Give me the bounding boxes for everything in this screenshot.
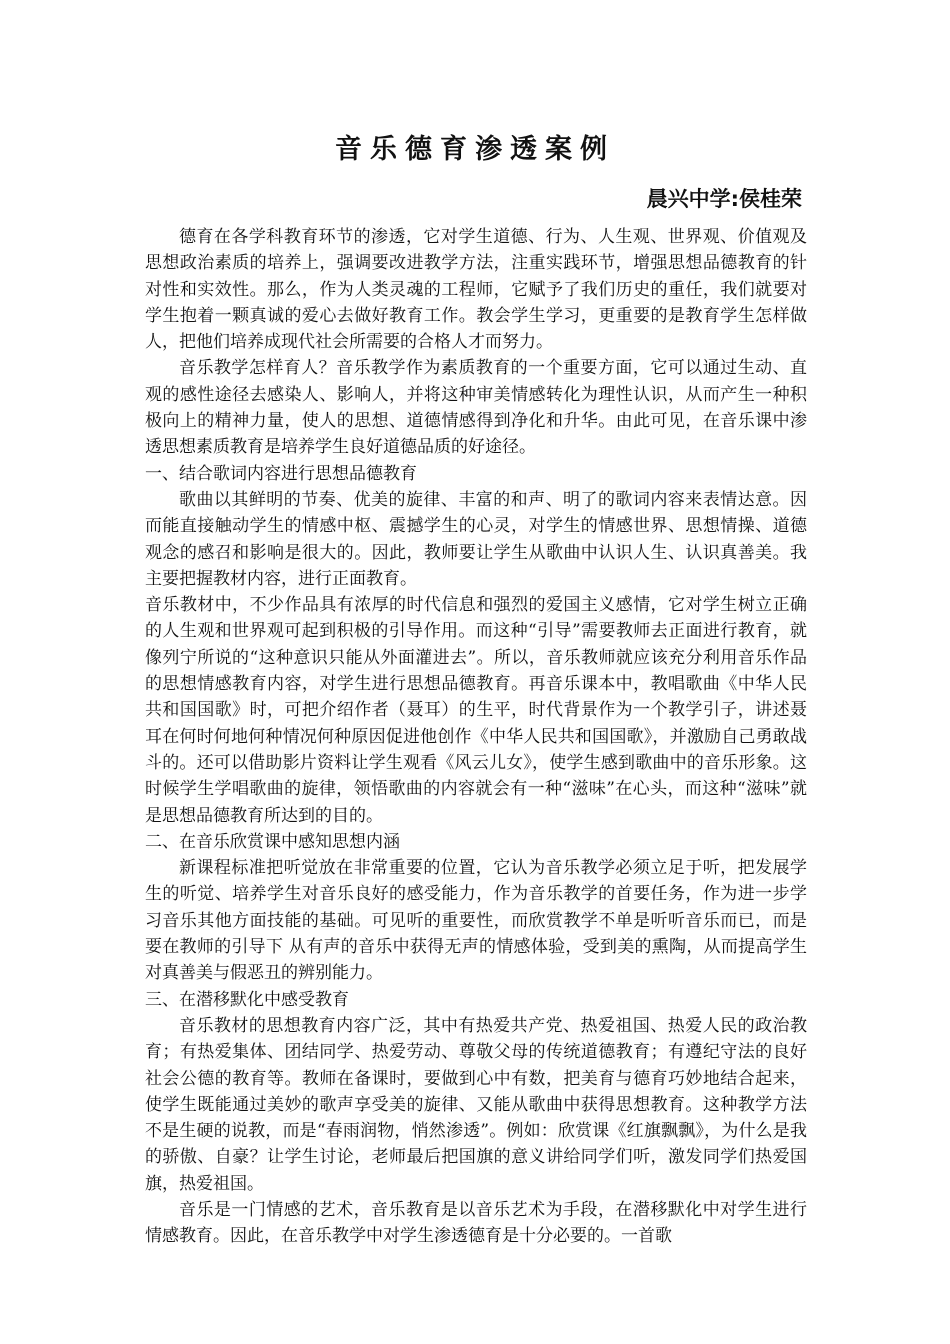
paragraph-emotion: 音乐是一门情感的艺术，音乐教育是以音乐艺术为手段，在潜移默化中对学生进行情感教育。因此，在音乐教学中对学生渗透德育是十分必要的。一首歌 bbox=[145, 1199, 807, 1247]
section-heading-3: 三、在潜移默化中感受教育 bbox=[145, 989, 349, 1010]
paragraph-textbook: 音乐教材中，不少作品具有浓厚的时代信息和强烈的爱国主义感情，它对学生树立正确的人生观和世界观可起到积极的引导作用。而这种“引导”需要教师去正面进行教育，就像列宁所说的“这种意识只能从外面灌进去”。所以，音乐教师就应该充分利用音乐作品的思想情感教育内容，对学生进行思想品德教育。再音乐课本中，教唱歌曲《中华人民共和国国歌》时，可把介绍作者（聂耳）的生平，时代背景作为一个教学引子，讲述聂耳在何时何地何种情况何种原因促进他创作《中华人民共和国国歌》，并激励自己勇敢战斗的。还可以借助影片资料让学生观看《风云儿女》，使学生感到歌曲中的音乐形象。这时候学生学唱歌曲的旋律，领悟歌曲的内容就会有一种“滋味”在心头，而这种“滋味”就是思想品德教育所达到的目的。 bbox=[145, 595, 807, 826]
paragraph-content: 音乐教材的思想教育内容广泛，其中有热爱共产党、热爱祖国、热爱人民的政治教育；有热爱集体、团结同学、热爱劳动、尊敬父母的传统道德教育；有遵纪守法的良好社会公德的教育等。教师在备课时，要做到心中有数，把美育与德育巧妙地结合起来，使学生既能通过美妙的歌声享受美的旋律、又能从歌曲中获得思想教育。这种教学方法不是生硬的说教，而是“春雨润物，悄然渗透”。例如：欣赏课《红旗飘飘》，为什么是我的骄傲、自豪？让学生讨论，老师最后把国旗的意义讲给同学们听，激发同学们热爱国旗，热爱祖国。 bbox=[145, 1015, 807, 1194]
document-title: 音乐德育渗透案例 bbox=[335, 134, 615, 165]
paragraph-intro: 德育在各学科教育环节的渗透，它对学生道德、行为、人生观、世界观、价值观及思想政治素质的培养上，强调要改进教学方法，注重实践环节，增强思想品德教育的针对性和实效性。那么，作为人类灵魂的工程师，它赋予了我们历史的重任，我们就要对学生抱着一颗真诚的爱心去做好教育工作。教会学生学习，更重要的是教育学生怎样做人，把他们培养成现代社会所需要的合格人才而努力。 bbox=[145, 227, 807, 353]
section-heading-1: 一、结合歌词内容进行思想品德教育 bbox=[145, 463, 417, 484]
document-body bbox=[145, 224, 807, 1250]
paragraph-music-education: 音乐教学怎样育人？音乐教学作为素质教育的一个重要方面，它可以通过生动、直观的感性途径去感染人、影响人，并将这种审美情感转化为理性认识，从而产生一种积极向上的精神力量，使人的思想、道德情感得到净化和升华。由此可见，在音乐课中渗透思想素质教育是培养学生良好道德品质的好途径。 bbox=[145, 358, 807, 458]
paragraph-listening: 新课程标准把听觉放在非常重要的位置，它认为音乐教学必须立足于听，把发展学生的听觉、培养学生对音乐良好的感受能力，作为音乐教学的首要任务，作为进一步学习音乐其他方面技能的基础。可见听的重要性，而欣赏教学不单是听听音乐而已，而是要在教师的引导下 从有声的音乐中获得无声的情感体验，受到美的熏陶，从而提高学生对真善美与假恶丑的辨别能力。 bbox=[145, 858, 807, 984]
section-heading-2: 二、在音乐欣赏课中感知思想内涵 bbox=[145, 831, 400, 852]
author-line: 晨兴中学:侯桂荣 bbox=[646, 187, 802, 211]
paragraph-lyrics: 歌曲以其鲜明的节奏、优美的旋律、丰富的和声、明了的歌词内容来表情达意。因而能直接触动学生的情感中枢、震撼学生的心灵，对学生的情感世界、思想情操、道德观念的感召和影响是很大的。因此，教师要让学生从歌曲中认识人生、认识真善美。我主要把握教材内容，进行正面教育。 bbox=[145, 489, 807, 589]
